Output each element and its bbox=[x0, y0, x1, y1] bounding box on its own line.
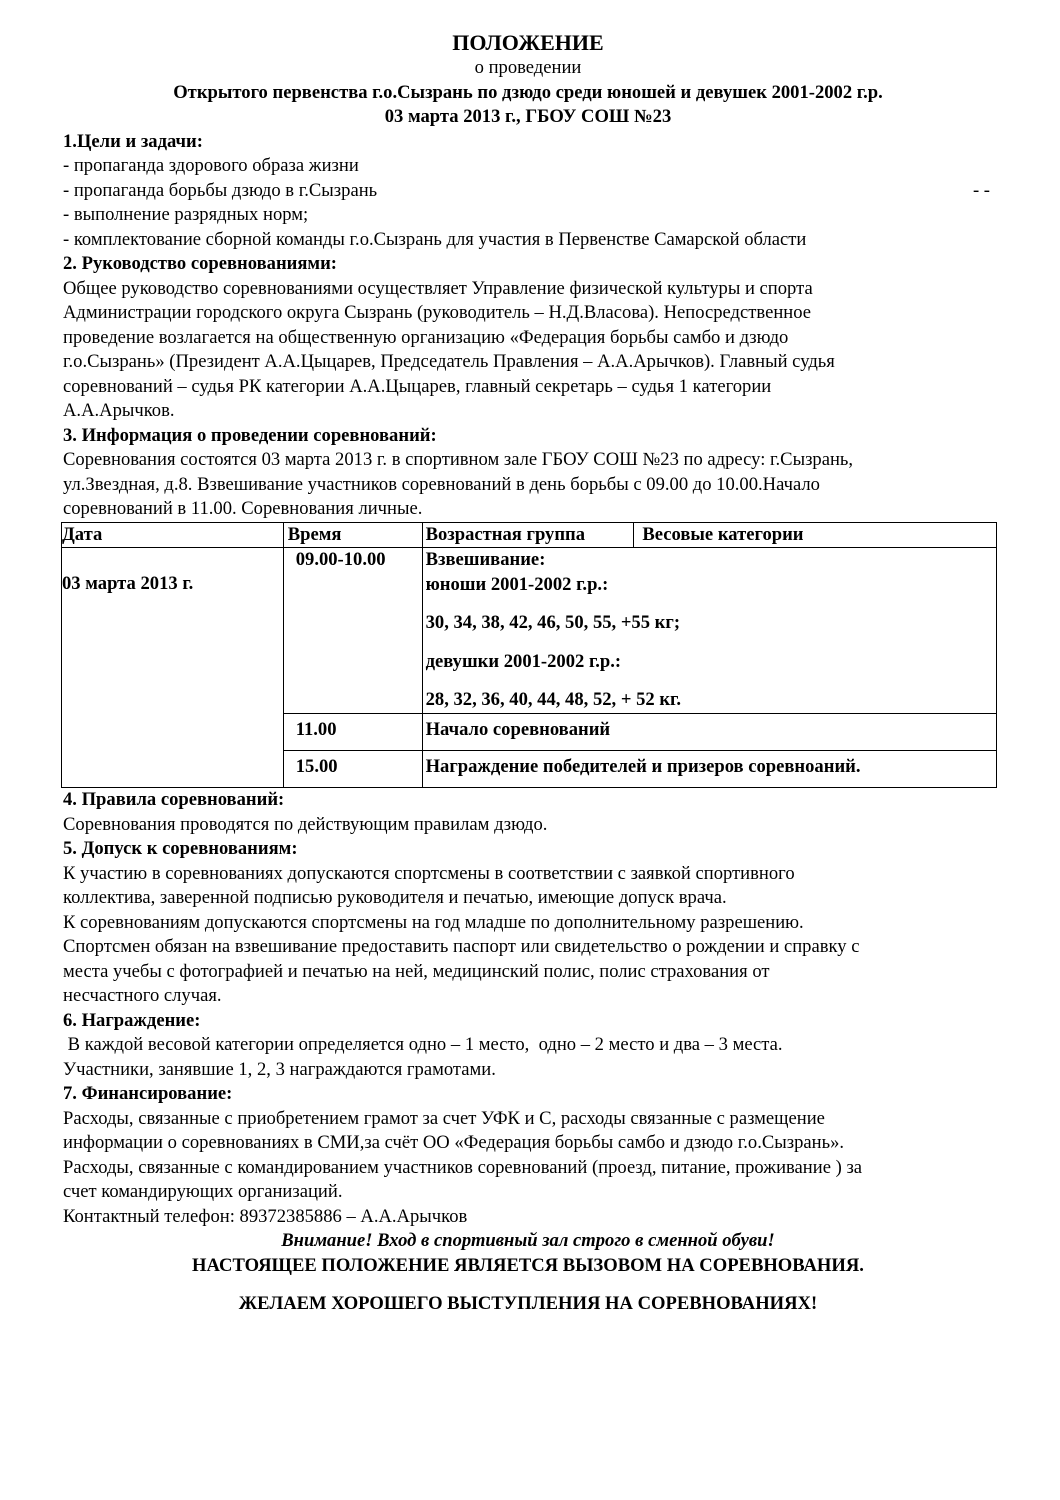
paragraph-line: коллектива, заверенной подписью руководителя и печатью, имеющие допуск врача. bbox=[63, 887, 727, 908]
schedule-table bbox=[61, 522, 997, 789]
column-header: Возрастная группа bbox=[422, 522, 634, 548]
paragraph-line: соревнований – судья РК категории А.А.Цыцарев, главный секретарь – судья 1 категории bbox=[63, 375, 772, 397]
paragraph-line: Расходы, связанные с командированием участников соревнований (проезд, питание, проживание ) за bbox=[63, 1156, 863, 1178]
section-awards bbox=[63, 1009, 993, 1083]
paragraph-line: Участники, занявшие 1, 2, 3 награждаются грамотами. bbox=[63, 1058, 496, 1080]
date-cell: 03 марта 2013 г. bbox=[62, 548, 284, 788]
activity-cell: Начало соревнований bbox=[422, 714, 996, 751]
activity-line: Взвешивание: bbox=[425, 549, 546, 570]
table-header-row bbox=[62, 522, 997, 548]
section-heading: 4. Правила соревнований: bbox=[63, 789, 285, 810]
column-header: Дата bbox=[62, 522, 284, 548]
goal-item: - пропаганда здорового образа жизни bbox=[63, 155, 359, 176]
paragraph-line: несчастного случая. bbox=[63, 985, 222, 1006]
section-heading: 3. Информация о проведении соревнований: bbox=[63, 424, 437, 446]
activity-cell: Награждение победителей и призеров соревноаний. bbox=[422, 751, 996, 788]
section-goals bbox=[63, 130, 993, 253]
table-row bbox=[62, 548, 997, 714]
goal-item: - комплектование сборной команды г.о.Сызрань для участия в Первенстве Самарской области bbox=[63, 228, 807, 250]
column-header: Время bbox=[283, 522, 422, 548]
activity-line: девушки 2001-2002 г.р.: bbox=[425, 650, 622, 672]
goal-item bbox=[63, 179, 993, 204]
paragraph-line: Администрации городского округа Сызрань (руководитель – Н.Д.Власова). Непосредственное bbox=[63, 302, 811, 323]
notice-text: Внимание! Вход в спортивный зал строго в сменной обуви! bbox=[281, 1230, 775, 1251]
section-rules bbox=[63, 788, 993, 837]
time-cell: 11.00 bbox=[283, 714, 422, 751]
activity-line: 30, 34, 38, 42, 46, 50, 55, +55 кг; bbox=[425, 612, 681, 633]
challenge-text: НАСТОЯЩЕЕ ПОЛОЖЕНИЕ ЯВЛЯЕТСЯ ВЫЗОВОМ НА СОРЕВНОВАНИЯ. bbox=[192, 1254, 864, 1276]
time-cell: 09.00-10.00 bbox=[283, 548, 422, 714]
goal-item: - выполнение разрядных норм; bbox=[63, 204, 309, 225]
paragraph-line: ул.Звездная, д.8. Взвешивание участников соревнований в день борьбы с 09.00 до 10.00.Начало bbox=[63, 473, 820, 495]
paragraph-line: К соревнованиям допускаются спортсмены на год младше по дополнительному разрешению. bbox=[63, 911, 804, 933]
activity-cell bbox=[422, 548, 996, 714]
paragraph-line: счет командирующих организаций. bbox=[63, 1181, 343, 1202]
time-cell: 15.00 bbox=[283, 751, 422, 788]
paragraph-line: проведение возлагается на общественную организацию «Федерация борьбы самбо и дзюдо bbox=[63, 326, 789, 348]
activity-line: юноши 2001-2002 г.р.: bbox=[425, 573, 609, 595]
section-info bbox=[63, 424, 993, 522]
paragraph-line: В каждой весовой категории определяется одно – 1 место, одно – 2 место и два – 3 места. bbox=[63, 1034, 783, 1055]
wish-text: ЖЕЛАЕМ ХОРОШЕГО ВЫСТУПЛЕНИЯ НА СОРЕВНОВАНИЯХ! bbox=[238, 1293, 818, 1314]
paragraph-line: Соревнования проводятся по действующим правилам дзюдо. bbox=[63, 813, 548, 835]
event-date-place: 03 марта 2013 г., ГБОУ СОШ №23 bbox=[384, 106, 672, 127]
section-heading: 2. Руководство соревнованиями: bbox=[63, 253, 338, 274]
goal-item-text: - пропаганда борьбы дзюдо в г.Сызрань bbox=[63, 179, 378, 201]
paragraph-line: соревнований в 11.00. Соревнования личные. bbox=[63, 498, 423, 519]
paragraph-line: информации о соревнованиях в СМИ,за счёт ОО «Федерация борьбы самбо и дзюдо г.о.Сызрань». bbox=[63, 1132, 845, 1153]
section-management bbox=[63, 252, 993, 424]
activity-line: 28, 32, 36, 40, 44, 48, 52, + 52 кг. bbox=[425, 689, 682, 710]
doc-subtitle: о проведении bbox=[474, 57, 582, 78]
event-name: Открытого первенства г.о.Сызрань по дзюдо среди юношей и девушек 2001-2002 г.р. bbox=[173, 81, 883, 103]
section-financing bbox=[63, 1082, 993, 1229]
document-page bbox=[63, 30, 993, 1317]
section-heading: 6. Награждение: bbox=[63, 1009, 201, 1031]
section-heading: 1.Цели и задачи: bbox=[63, 130, 203, 152]
paragraph-line: А.А.Арычков. bbox=[63, 400, 175, 421]
paragraph-line: Соревнования состоятся 03 марта 2013 г. в спортивном зале ГБОУ СОШ №23 по адресу: г.Сызрань, bbox=[63, 449, 854, 470]
column-header: Весовые категории bbox=[634, 522, 997, 548]
paragraph-line: г.о.Сызрань» (Президент А.А.Цыцарев, Председатель Правления – А.А.Арычков). Главный судья bbox=[63, 351, 835, 372]
paragraph-line: Спортсмен обязан на взвешивание предоставить паспорт или свидетельство о рождении и справку с bbox=[63, 936, 860, 957]
paragraph-line: Общее руководство соревнованиями осуществляет Управление физической культуры и спорта bbox=[63, 277, 813, 299]
trailing-mark: - - bbox=[972, 179, 990, 201]
section-heading: 7. Финансирование: bbox=[63, 1083, 233, 1104]
section-heading: 5. Допуск к соревнованиям: bbox=[63, 838, 298, 859]
paragraph-line: места учебы с фотографией и печатью на ней, медицинский полис, полис страхования от bbox=[63, 960, 770, 982]
paragraph-line: Расходы, связанные с приобретением грамот за счет УФК и С, расходы связанные с размещение bbox=[63, 1107, 825, 1129]
section-admission bbox=[63, 837, 993, 1009]
contact-line: Контактный телефон: 89372385886 – А.А.Арычков bbox=[63, 1205, 468, 1227]
doc-title: ПОЛОЖЕНИЕ bbox=[452, 30, 604, 55]
paragraph-line: К участию в соревнованиях допускаются спортсмены в соответствии с заявкой спортивного bbox=[63, 862, 795, 884]
